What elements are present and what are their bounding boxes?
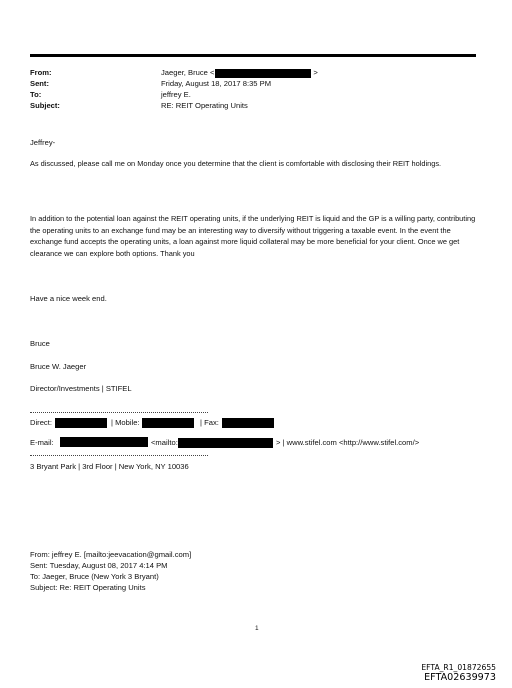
fax-label: | Fax: [200,418,219,427]
quoted-from: From: jeffrey E. [mailto:jeevacation@gmail.com] [30,550,192,559]
quoted-subject: Subject: Re: REIT Operating Units [30,583,146,592]
signature-title: Director/Investments | STIFEL [30,384,132,393]
subject-label: Subject: [30,101,60,110]
address: 3 Bryant Park | 3rd Floor | New York, NY 10036 [30,462,189,471]
direct-row [30,418,107,428]
to-label: To: [30,90,42,99]
sent-label: Sent: [30,79,49,88]
redaction-box [215,69,311,78]
fax-row [200,418,274,428]
mailto-label: <mailto: [151,438,178,447]
page-number: 1 [255,625,259,632]
paragraph-1: As discussed, please call me on Monday once you determine that the client is comfortable with disclosing their REIT holdings. [30,159,442,168]
redaction-box [60,437,148,447]
signature-first-name: Bruce [30,339,50,348]
redaction-box [142,418,194,428]
to-value: jeffrey E. [161,90,191,99]
header-rule [30,54,476,57]
from-value [161,68,318,78]
redaction-box [222,418,274,428]
quoted-to: To: Jaeger, Bruce (New York 3 Bryant) [30,572,159,581]
sent-value: Friday, August 18, 2017 8:35 PM [161,79,272,88]
from-suffix: > [313,68,318,77]
paragraph-2: In addition to the potential loan against the REIT operating units, if the underlying REIT is liquid and the GP is a willing party, contributing the operating units to an exchange fund may be an interesting way to diversify without triggering a taxable event. In the event the exchange fund accepts the operating units, a loan against more liquid collateral may be more beneficial for your client. Once we get clearance we can explore both options. Thank you [30,214,476,258]
website-link[interactable]: > | www.stifel.com <http://www.stifel.com/> [276,438,420,447]
quoted-sent: Sent: Tuesday, August 08, 2017 4:14 PM [30,561,168,570]
closing: Have a nice week end. [30,294,107,303]
email-label: E-mail: [30,438,54,447]
direct-label: Direct: [30,418,52,427]
signature-divider-top [30,412,208,413]
footer-code-1: EFTA_R1_01872655 [421,663,496,672]
mailto-row [151,438,273,448]
signature-divider-bottom [30,455,208,456]
redaction-box [55,418,107,428]
signature-full-name: Bruce W. Jaeger [30,362,87,371]
subject-value: RE: REIT Operating Units [161,101,248,110]
from-name: Jaeger, Bruce < [161,68,215,77]
mobile-row [111,418,194,428]
from-label: From: [30,68,52,77]
mobile-label: | Mobile: [111,418,140,427]
redaction-box [178,438,273,448]
footer-code-2: EFTA02639973 [424,672,496,683]
greeting: Jeffrey- [30,138,56,147]
